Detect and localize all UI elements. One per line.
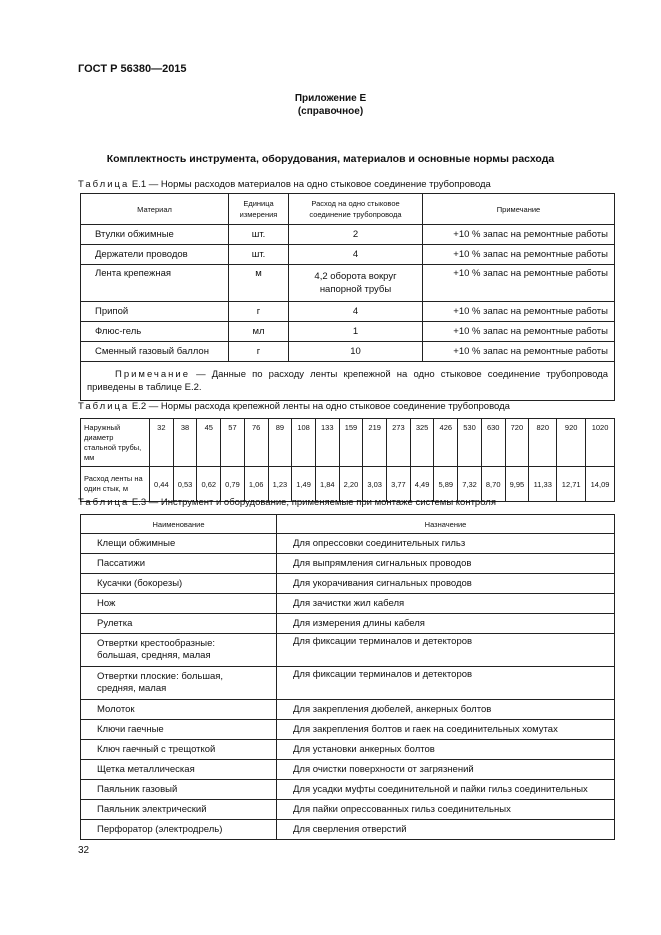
- tool-name-cell: Пассатижи: [81, 554, 277, 574]
- material-cell: Припой: [81, 302, 229, 322]
- tool-purpose-cell: Для фиксации терминалов и детекторов: [277, 667, 615, 700]
- column-header: Наименование: [81, 515, 277, 534]
- table-row: [81, 667, 615, 700]
- table3-caption: [78, 497, 496, 508]
- consumption-cell: 3,03: [363, 467, 387, 502]
- consumption-cell: 2: [289, 225, 423, 245]
- table-header-row: [81, 515, 615, 534]
- note-cell: +10 % запас на ремонтные работы: [423, 225, 615, 245]
- tool-purpose-cell: Для усадки муфты соединительной и пайки гильз соединительных: [277, 780, 615, 800]
- table-row: [81, 614, 615, 634]
- note-cell: +10 % запас на ремонтные работы: [423, 302, 615, 322]
- consumption-cell: 12,71: [557, 467, 586, 502]
- tool-name-cell: Нож: [81, 594, 277, 614]
- diameter-cell: 920: [557, 419, 586, 467]
- material-cell: Флюс-гель: [81, 322, 229, 342]
- consumption-cell: 0,62: [197, 467, 221, 502]
- diameter-cell: 530: [458, 419, 482, 467]
- table-row: [81, 225, 615, 245]
- consumption-cell: 1,23: [268, 467, 292, 502]
- tool-name-cell: Ключи гаечные: [81, 720, 277, 740]
- tool-purpose-cell: Для закрепления дюбелей, анкерных болтов: [277, 700, 615, 720]
- appendix-type: (справочное): [297, 106, 364, 117]
- material-cell: Втулки обжимные: [81, 225, 229, 245]
- diameter-cell: 219: [363, 419, 387, 467]
- note-cell: +10 % запас на ремонтные работы: [423, 245, 615, 265]
- table1-caption-word: Таблица: [78, 179, 130, 190]
- table-row: [81, 760, 615, 780]
- diameter-cell: 325: [410, 419, 434, 467]
- consumption-cell: 0,53: [173, 467, 197, 502]
- diameter-cell: 32: [150, 419, 174, 467]
- consumption-cell: 2,20: [339, 467, 363, 502]
- column-header: Назначение: [277, 515, 615, 534]
- consumption-cell: 5,89: [434, 467, 458, 502]
- table-row: [81, 534, 615, 554]
- document-code: ГОСТ Р 56380—2015: [78, 63, 187, 75]
- tool-purpose-cell: Для фиксации терминалов и детекторов: [277, 634, 615, 667]
- tool-purpose-cell: Для сверления отверстий: [277, 820, 615, 840]
- consumption-cell: 11,33: [529, 467, 557, 502]
- diameter-cell: 45: [197, 419, 221, 467]
- table3-caption-text: Е.3 — Инструмент и оборудование, применяемые при монтаже системы контроля: [129, 497, 496, 508]
- table-row: [81, 780, 615, 800]
- table-row: [81, 322, 615, 342]
- column-header: Единица измерения: [229, 194, 289, 225]
- note-cell: +10 % запас на ремонтные работы: [423, 322, 615, 342]
- diameter-cell: 76: [244, 419, 268, 467]
- unit-cell: г: [229, 302, 289, 322]
- table-row: [81, 342, 615, 362]
- unit-cell: м: [229, 265, 289, 302]
- table-row: [81, 594, 615, 614]
- table-row: [81, 265, 615, 302]
- unit-cell: шт.: [229, 225, 289, 245]
- diameter-cell: 273: [387, 419, 411, 467]
- consumption-cell: 1: [289, 322, 423, 342]
- tool-name-cell: Клещи обжимные: [81, 534, 277, 554]
- table1-caption-text: Е.1 — Нормы расходов материалов на одно стыковое соединение трубопровода: [129, 179, 491, 190]
- tools-table-body: [81, 534, 615, 840]
- tool-name-cell: Ключ гаечный с трещоткой: [81, 740, 277, 760]
- consumption-cell: 14,09: [586, 467, 615, 502]
- diameter-cell: 38: [173, 419, 197, 467]
- tool-purpose-cell: Для пайки опрессованных гильз соединительных: [277, 800, 615, 820]
- diameter-cell: 1020: [586, 419, 615, 467]
- consumption-cell: 4: [289, 302, 423, 322]
- diameter-cell: 720: [505, 419, 529, 467]
- tool-purpose-cell: Для укорачивания сигнальных проводов: [277, 574, 615, 594]
- column-header: Расход на одно стыковое соединение трубопровода: [289, 194, 423, 225]
- diameter-row: [81, 419, 615, 467]
- consumption-cell: 4: [289, 245, 423, 265]
- consumption-cell: 7,32: [458, 467, 482, 502]
- page-number: 32: [78, 845, 90, 856]
- note-cell: +10 % запас на ремонтные работы: [423, 342, 615, 362]
- tool-purpose-cell: Для опрессовки соединительных гильз: [277, 534, 615, 554]
- row-label: Расход ленты на один стык, м: [81, 467, 150, 502]
- tool-name-cell: Щетка металлическая: [81, 760, 277, 780]
- tool-purpose-cell: Для измерения длины кабеля: [277, 614, 615, 634]
- table-row: [81, 634, 615, 667]
- tool-purpose-cell: Для выпрямления сигнальных проводов: [277, 554, 615, 574]
- tool-name-cell: Паяльник электрический: [81, 800, 277, 820]
- table2-caption-word: Таблица: [78, 401, 130, 412]
- unit-cell: шт.: [229, 245, 289, 265]
- consumption-cell: 1,49: [292, 467, 316, 502]
- consumption-cell: 0,79: [221, 467, 245, 502]
- tool-name-cell: Молоток: [81, 700, 277, 720]
- table2-caption: [78, 401, 510, 412]
- diameter-cell: 133: [315, 419, 339, 467]
- table-row: [81, 800, 615, 820]
- column-header: Примечание: [423, 194, 615, 225]
- tool-name-cell: Рулетка: [81, 614, 277, 634]
- diameter-cell: 426: [434, 419, 458, 467]
- consumption-cell: 1,84: [315, 467, 339, 502]
- diameter-cell: 57: [221, 419, 245, 467]
- table-header-row: [81, 194, 615, 225]
- diameter-cell: 89: [268, 419, 292, 467]
- tool-name-cell: Перфоратор (электродрель): [81, 820, 277, 840]
- consumption-cell: 1,06: [244, 467, 268, 502]
- table-note-row: [81, 362, 615, 401]
- materials-consumption-table: [80, 193, 615, 401]
- tools-table: [80, 514, 615, 840]
- tool-name-cell: Кусачки (бокорезы): [81, 574, 277, 594]
- unit-cell: мл: [229, 322, 289, 342]
- table-row: [81, 740, 615, 760]
- tool-purpose-cell: Для закрепления болтов и гаек на соединительных хомутах: [277, 720, 615, 740]
- tool-purpose-cell: Для установки анкерных болтов: [277, 740, 615, 760]
- tool-purpose-cell: Для очистки поверхности от загрязнений: [277, 760, 615, 780]
- consumption-cell: 10: [289, 342, 423, 362]
- table-row: [81, 700, 615, 720]
- table-row: [81, 554, 615, 574]
- table-row: [81, 302, 615, 322]
- material-cell: Сменный газовый баллон: [81, 342, 229, 362]
- note-text: — Данные по расходу ленты крепежной на одно стыковое соединение трубопровода приведены в таблице Е.2.: [87, 369, 608, 393]
- tool-name-cell: Паяльник газовый: [81, 780, 277, 800]
- tool-name-cell: Отвертки крестообразные: большая, средняя, малая: [81, 634, 277, 667]
- consumption-cell: 8,70: [481, 467, 505, 502]
- consumption-cell: 4,2 оборота вокруг напорной трубы: [289, 265, 423, 302]
- note-cell: +10 % запас на ремонтные работы: [423, 265, 615, 302]
- diameter-cell: 630: [481, 419, 505, 467]
- note-word: Примечание: [115, 369, 190, 380]
- consumption-cell: 3,77: [387, 467, 411, 502]
- section-title: Комплектность инструмента, оборудования, материалов и основные нормы расхода: [106, 153, 555, 165]
- diameter-cell: 159: [339, 419, 363, 467]
- table-row: [81, 820, 615, 840]
- column-header: Материал: [81, 194, 229, 225]
- table1-note: [81, 362, 615, 401]
- table-row: [81, 574, 615, 594]
- table1-caption: [78, 179, 491, 190]
- consumption-cell: 4,49: [410, 467, 434, 502]
- table-row: [81, 720, 615, 740]
- appendix-label: Приложение Е: [294, 93, 367, 104]
- diameter-cell: 108: [292, 419, 316, 467]
- unit-cell: г: [229, 342, 289, 362]
- consumption-cell: 0,44: [150, 467, 174, 502]
- material-cell: Держатели проводов: [81, 245, 229, 265]
- tool-name-cell: Отвертки плоские: большая, средняя, малая: [81, 667, 277, 700]
- row-label: Наружный диаметр стальной трубы, мм: [81, 419, 150, 467]
- table3-caption-word: Таблица: [78, 497, 130, 508]
- consumption-cell: 9,95: [505, 467, 529, 502]
- material-cell: Лента крепежная: [81, 265, 229, 302]
- tool-purpose-cell: Для зачистки жил кабеля: [277, 594, 615, 614]
- appendix-title: [0, 92, 661, 118]
- diameter-cell: 820: [529, 419, 557, 467]
- table2-caption-text: Е.2 — Нормы расхода крепежной ленты на одно стыковое соединение трубопровода: [129, 401, 510, 412]
- tape-consumption-table: [80, 418, 615, 502]
- table-row: [81, 245, 615, 265]
